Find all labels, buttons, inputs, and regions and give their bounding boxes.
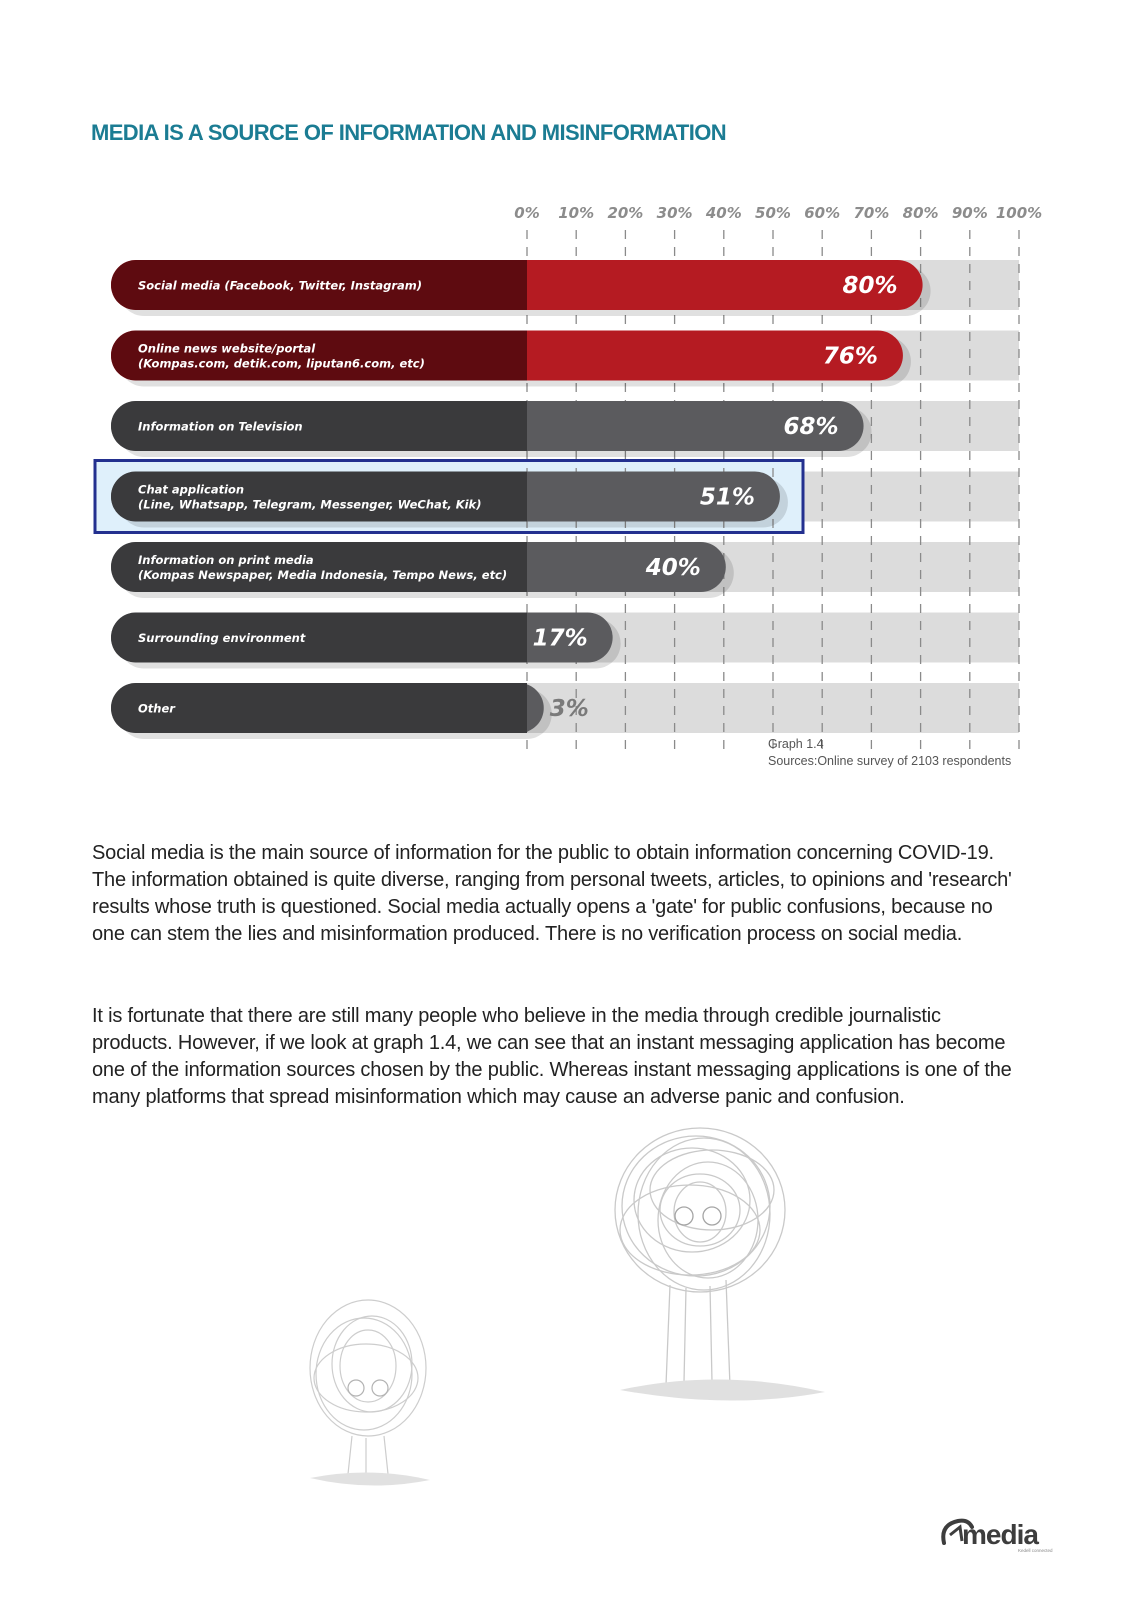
category-label: Information on Television (138, 419, 303, 434)
bar-label-area (111, 331, 527, 381)
category-label: Chat application (138, 482, 245, 497)
scribble-creature-small-illustration (300, 1296, 440, 1496)
brand-logo (938, 1513, 1058, 1553)
x-tick-label: 80% (902, 204, 939, 222)
graph-source: Sources:Online survey of 2103 respondents (768, 754, 1012, 768)
category-label: Information on print media (138, 553, 314, 567)
bar-chart (0, 190, 1131, 770)
value-label: 3% (549, 696, 589, 722)
x-tick-label: 50% (755, 204, 791, 222)
x-tick-label: 30% (656, 204, 693, 222)
category-label: Social media (Facebook, Twitter, Instagram) (138, 278, 423, 293)
x-tick-label: 70% (853, 204, 890, 222)
graph-number: Graph 1.4 (768, 737, 824, 751)
body-paragraph-2: It is fortunate that there are still many people who believe in the media through credible journalistic products. However, if we look at graph 1.4, we can see that an instant messaging application has become one of the information sources chosen by the public. Whereas instant messaging applications is one of the many platforms that spread misinformation which may cause an adverse panic and confusion. (92, 1005, 1012, 1108)
logo-tagline: Kedell connected (1018, 1548, 1053, 1553)
value-label: 40% (645, 555, 701, 581)
value-label: 17% (532, 625, 588, 652)
category-label: Online news website/portal (138, 341, 316, 356)
logo-text: media (962, 1519, 1038, 1550)
x-tick-label: 20% (607, 204, 644, 222)
category-label: (Line, Whatsapp, Telegram, Messenger, WeChat, Kik) (138, 497, 482, 512)
x-tick-label: 100% (995, 204, 1043, 222)
scribble-creature-large-illustration (600, 1120, 840, 1430)
x-tick-label: 40% (705, 204, 742, 222)
bar-label-area (111, 542, 527, 592)
x-tick-label: 60% (804, 204, 841, 222)
category-label: (Kompas.com, detik.com, liputan6.com, etc) (138, 356, 425, 371)
x-tick-label: 10% (558, 204, 595, 222)
category-label: Surrounding environment (138, 631, 306, 645)
category-label: (Kompas Newspaper, Media Indonesia, Tempo News, etc) (138, 568, 508, 582)
body-paragraph-1: Social media is the main source of information for the public to obtain information concerning COVID-19. The information obtained is quite diverse, ranging from personal tweets, articles, to opinions and 'research' results whose truth is questioned. Social media actually opens a 'gate' for public confusions, because no one can stem the lies and misinformation produced. There is no verification process on social media. (92, 842, 1012, 945)
page-title: MEDIA IS A SOURCE OF INFORMATION AND MISINFORMATION (91, 120, 727, 145)
category-label: Other (138, 701, 175, 716)
x-tick-label: 0% (514, 204, 540, 222)
bar-label-area (111, 472, 527, 522)
graph-caption (768, 736, 1011, 770)
x-tick-label: 90% (951, 204, 988, 222)
value-label: 76% (822, 343, 878, 370)
value-label: 80% (842, 273, 898, 299)
value-label: 51% (699, 484, 755, 511)
value-label: 68% (783, 414, 839, 440)
